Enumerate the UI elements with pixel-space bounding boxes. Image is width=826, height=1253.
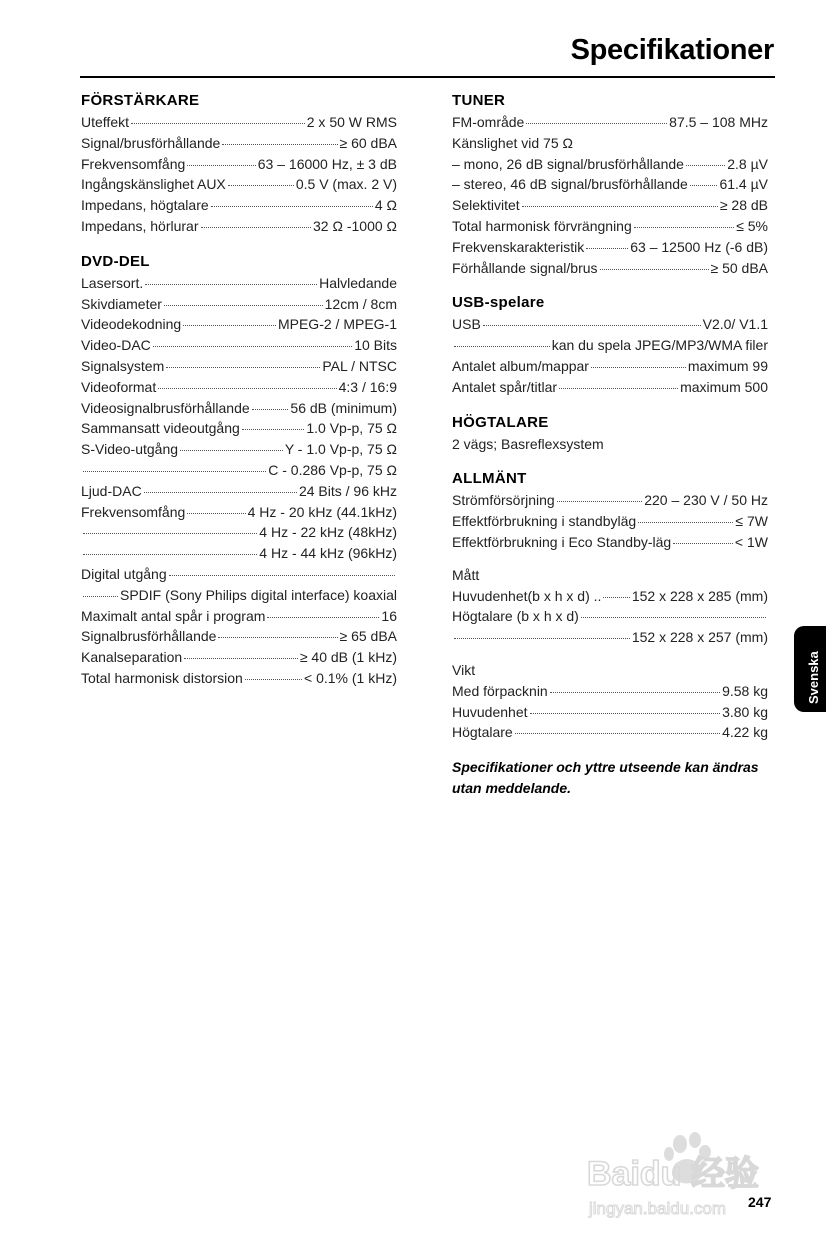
dot-leader: [586, 248, 628, 249]
spec-row: [452, 490, 768, 511]
dot-leader: [187, 513, 245, 514]
spec-row: [81, 522, 397, 543]
tuner-specs: [452, 112, 768, 278]
dot-leader: [201, 227, 312, 228]
dot-leader: [686, 165, 725, 166]
spec-label: Impedans, hörlurar: [81, 217, 199, 234]
dot-leader: [184, 658, 298, 659]
spec-row: [81, 133, 397, 154]
spec-value: ≥ 40 dB (1 kHz): [299, 649, 397, 666]
page-title: Specifikationer: [570, 34, 774, 66]
dot-leader: [218, 637, 337, 638]
spec-row: [81, 460, 397, 481]
spec-row: [452, 237, 768, 258]
spec-row: [81, 154, 397, 175]
general-section: [452, 468, 768, 743]
spec-value: 4 Hz - 44 kHz (96kHz): [259, 545, 397, 562]
spec-value: 152 x 228 x 285 (mm): [631, 587, 768, 604]
dot-leader: [83, 596, 118, 597]
spec-value: 12cm / 8cm: [324, 295, 397, 312]
spec-value: maximum 500: [680, 378, 768, 395]
spec-value: 2.8 µV: [727, 155, 768, 172]
dot-leader: [526, 123, 667, 124]
spec-row: [81, 606, 397, 627]
dot-leader: [144, 492, 297, 493]
spec-value: kan du spela JPEG/MP3/WMA filer: [551, 337, 768, 354]
spec-label: Antalet album/mappar: [452, 357, 589, 374]
spec-row: [81, 174, 397, 195]
spec-value: PAL / NTSC: [322, 357, 397, 374]
dot-leader: [550, 692, 720, 693]
spec-value: 63 – 12500 Hz (-6 dB): [630, 238, 768, 255]
tuner-heading: TUNER: [452, 92, 506, 109]
spec-row: [81, 356, 397, 377]
spec-value: ≤ 5%: [736, 217, 768, 234]
spec-value: Halvledande: [319, 274, 397, 291]
spec-row: [81, 377, 397, 398]
dot-leader: [557, 501, 643, 502]
spec-label: Strömförsörjning: [452, 492, 555, 509]
spec-value: MPEG-2 / MPEG-1: [277, 316, 397, 333]
spec-label: Ljud-DAC: [81, 482, 142, 499]
spec-value: SPDIF (Sony Philips digital interface) koaxial: [119, 586, 397, 603]
spec-value: 16: [381, 607, 397, 624]
dot-leader: [483, 325, 701, 326]
spec-row: [452, 174, 768, 195]
spec-row: [452, 377, 768, 398]
spec-label: Signalbrusförhållande: [81, 628, 217, 645]
spec-row: [81, 398, 397, 419]
dot-leader: [83, 533, 257, 534]
spec-label: Videoformat: [81, 378, 157, 395]
spec-value: 32 Ω -1000 Ω: [313, 217, 397, 234]
tuner-section: [452, 90, 768, 278]
spec-label: Maximalt antal spår i program: [81, 607, 266, 624]
spec-label: Högtalare (b x h x d): [452, 608, 579, 625]
spec-row: [81, 543, 397, 564]
spec-label: Digital utgång: [81, 565, 167, 582]
spec-value: 4 Ω: [374, 197, 397, 214]
left-column: [81, 90, 397, 703]
dot-leader: [242, 429, 305, 430]
dot-leader: [169, 575, 395, 576]
spec-label: Lasersort.: [81, 274, 144, 291]
spec-value: 152 x 228 x 257 (mm): [631, 629, 768, 646]
spec-value: 9.58 kg: [722, 682, 768, 699]
spec-label: – stereo, 46 dB signal/brusförhållande: [452, 176, 688, 193]
amplifier-heading: FÖRSTÄRKARE: [81, 92, 200, 109]
dot-leader: [559, 388, 678, 389]
spec-row: [452, 627, 768, 648]
dot-leader: [158, 388, 336, 389]
usb-section: [452, 292, 768, 397]
weight-label: Vikt: [452, 661, 476, 678]
dot-leader: [153, 346, 352, 347]
spec-label: Impedans, högtalare: [81, 197, 209, 214]
dot-leader: [83, 471, 266, 472]
spec-value: 2 x 50 W RMS: [306, 114, 397, 130]
spec-row: [452, 258, 768, 279]
spec-label: Total harmonisk distorsion: [81, 669, 243, 686]
dot-leader: [252, 409, 289, 410]
spec-value: ≤ 7W: [735, 513, 768, 530]
spec-value: C - 0.286 Vp-p, 75 Ω: [268, 461, 397, 478]
dot-leader: [530, 713, 721, 714]
spec-row: [81, 585, 397, 606]
spec-label: – mono, 26 dB signal/brusförhållande: [452, 155, 684, 172]
dot-leader: [164, 305, 323, 306]
spec-label: Effektförbrukning i standbyläg: [452, 513, 637, 530]
spec-value: 24 Bits / 96 kHz: [298, 482, 397, 499]
speakers-text: 2 vägs; Basreflexsystem: [452, 435, 604, 452]
dot-leader: [211, 206, 373, 207]
spec-row: [81, 335, 397, 356]
spec-label: Frekvensomfång: [81, 503, 186, 520]
dimension-specs: [452, 586, 768, 648]
spec-value: V2.0/ V1.1: [702, 316, 768, 333]
spec-row: [452, 335, 768, 356]
spec-row: [452, 606, 768, 627]
usb-specs: [452, 314, 768, 397]
dot-leader: [245, 679, 302, 680]
dot-leader: [673, 543, 733, 544]
spec-row: [81, 564, 397, 585]
spec-label: Signal/brusförhållande: [81, 134, 221, 151]
spec-label: Effektförbrukning i Eco Standby-läg: [452, 533, 672, 550]
spec-value: ≥ 60 dBA: [339, 134, 397, 151]
spec-value: ≥ 65 dBA: [339, 628, 397, 645]
spec-row: [81, 502, 397, 523]
spec-label: Frekvensomfång: [81, 155, 186, 172]
spec-row: [452, 195, 768, 216]
spec-label: Med förpacknin: [452, 682, 548, 699]
spec-value: 220 – 230 V / 50 Hz: [644, 492, 768, 509]
spec-label: S-Video-utgång: [81, 441, 179, 458]
dot-leader: [187, 165, 255, 166]
spec-value: < 1W: [734, 533, 768, 550]
spec-value: 87.5 – 108 MHz: [669, 114, 768, 130]
dot-leader: [454, 346, 550, 347]
right-column: [452, 90, 768, 799]
spec-value: maximum 99: [687, 357, 768, 374]
spec-row: [452, 722, 768, 743]
spec-value: 4 Hz - 22 kHz (48kHz): [259, 524, 397, 541]
spec-label: Signalsystem: [81, 357, 165, 374]
dvd-section: [81, 251, 397, 689]
spec-row: [452, 356, 768, 377]
spec-label: Antalet spår/titlar: [452, 378, 558, 395]
dot-leader: [183, 325, 276, 326]
spec-value: 0.5 V (max. 2 V): [295, 176, 397, 193]
dot-leader: [267, 617, 379, 618]
dot-leader: [581, 617, 766, 618]
dot-leader: [515, 733, 720, 734]
amplifier-section: [81, 90, 397, 237]
spec-label: Förhållande signal/brus: [452, 259, 598, 276]
spec-value: Y - 1.0 Vp-p, 75 Ω: [284, 441, 397, 458]
dot-leader: [454, 638, 630, 639]
baidu-watermark-logo: [585, 1130, 775, 1220]
dot-leader: [228, 185, 294, 186]
usb-heading: USB-spelare: [452, 294, 545, 312]
spec-value: 10 Bits: [354, 337, 397, 354]
spec-row: [81, 314, 397, 335]
spec-row: [81, 112, 397, 133]
dot-leader: [145, 284, 317, 285]
spec-row: [81, 439, 397, 460]
spec-row: Känslighet vid 75 Ω: [452, 134, 573, 151]
dot-leader: [522, 206, 718, 207]
watermark-brand: Baidu 经验: [587, 1155, 759, 1193]
spec-row: [452, 532, 768, 553]
general-specs: [452, 490, 768, 552]
spec-label: Videosignalbrusförhållande: [81, 399, 250, 416]
dot-leader: [222, 144, 337, 145]
spec-label: Skivdiameter: [81, 295, 162, 312]
speakers-heading: HÖGTALARE: [452, 413, 549, 431]
spec-label: Ingångskänslighet AUX: [81, 176, 226, 193]
spec-value: ≥ 28 dB: [719, 197, 768, 214]
dimensions-label: Mått: [452, 566, 480, 583]
spec-row: [452, 314, 768, 335]
dot-leader: [166, 367, 320, 368]
watermark-url: jingyan.baidu.com: [589, 1199, 727, 1218]
title-rule: [80, 76, 775, 78]
spec-value: 56 dB (minimum): [290, 399, 397, 416]
amplifier-specs: [81, 112, 397, 237]
spec-value: 4:3 / 16:9: [338, 378, 397, 395]
dvd-heading: DVD-DEL: [81, 252, 150, 270]
spec-label: FM-område: [452, 114, 525, 130]
spec-label: Selektivitet: [452, 197, 520, 214]
spec-row: [452, 511, 768, 532]
spec-label: USB: [452, 316, 481, 333]
spec-row: [81, 626, 397, 647]
spec-value: 61.4 µV: [719, 176, 768, 193]
spec-label: Huvudenhet(b x h x d) ..: [452, 587, 602, 604]
general-heading: ALLMÄNT: [452, 470, 527, 488]
spec-row: [81, 668, 397, 689]
spec-value: 4.22 kg: [722, 724, 768, 741]
spec-row: [452, 586, 768, 607]
dot-leader: [690, 185, 718, 186]
spec-label: Videodekodning: [81, 316, 182, 333]
dot-leader: [603, 597, 629, 598]
spec-value: ≥ 50 dBA: [710, 259, 768, 276]
page-number: 247: [748, 1194, 772, 1210]
spec-label: Huvudenhet: [452, 703, 528, 720]
spec-value: 1.0 Vp-p, 75 Ω: [306, 420, 397, 437]
side-tab-label: Svenska: [806, 651, 821, 704]
dot-leader: [83, 554, 257, 555]
spec-value: 3.80 kg: [722, 703, 768, 720]
spec-row: [81, 294, 397, 315]
dot-leader: [180, 450, 283, 451]
spec-row: [81, 647, 397, 668]
dot-leader: [634, 227, 734, 228]
spec-label: Kanalseparation: [81, 649, 183, 666]
spec-row: [81, 195, 397, 216]
spec-value: < 0.1% (1 kHz): [304, 669, 397, 686]
spec-row: [452, 681, 768, 702]
spec-label: Total harmonisk förvrängning: [452, 217, 632, 234]
dot-leader: [591, 367, 686, 368]
spec-row: [81, 216, 397, 237]
dot-leader: [131, 123, 305, 124]
weight-specs: [452, 681, 768, 743]
dot-leader: [600, 269, 709, 270]
spec-label: Video-DAC: [81, 337, 151, 354]
language-side-tab: [794, 626, 826, 712]
spec-row: [81, 418, 397, 439]
spec-label: Uteffekt: [81, 114, 129, 130]
spec-label: Högtalare: [452, 724, 513, 741]
dvd-specs: [81, 273, 397, 689]
spec-row: [81, 273, 397, 294]
spec-row: [452, 112, 768, 133]
spec-label: Sammansatt videoutgång: [81, 420, 240, 437]
spec-value: 4 Hz - 20 kHz (44.1kHz): [247, 503, 397, 520]
dot-leader: [638, 522, 733, 523]
spec-value: 63 – 16000 Hz, ± 3 dB: [257, 155, 397, 172]
spec-label: Frekvenskarakteristik: [452, 238, 585, 255]
spec-row: [452, 154, 768, 175]
speakers-section: [452, 412, 768, 455]
spec-row: [452, 216, 768, 237]
spec-row: [81, 481, 397, 502]
disclaimer-note: Specifikationer och yttre utseende kan ändras utan meddelande.: [452, 759, 759, 797]
spec-row: [452, 702, 768, 723]
